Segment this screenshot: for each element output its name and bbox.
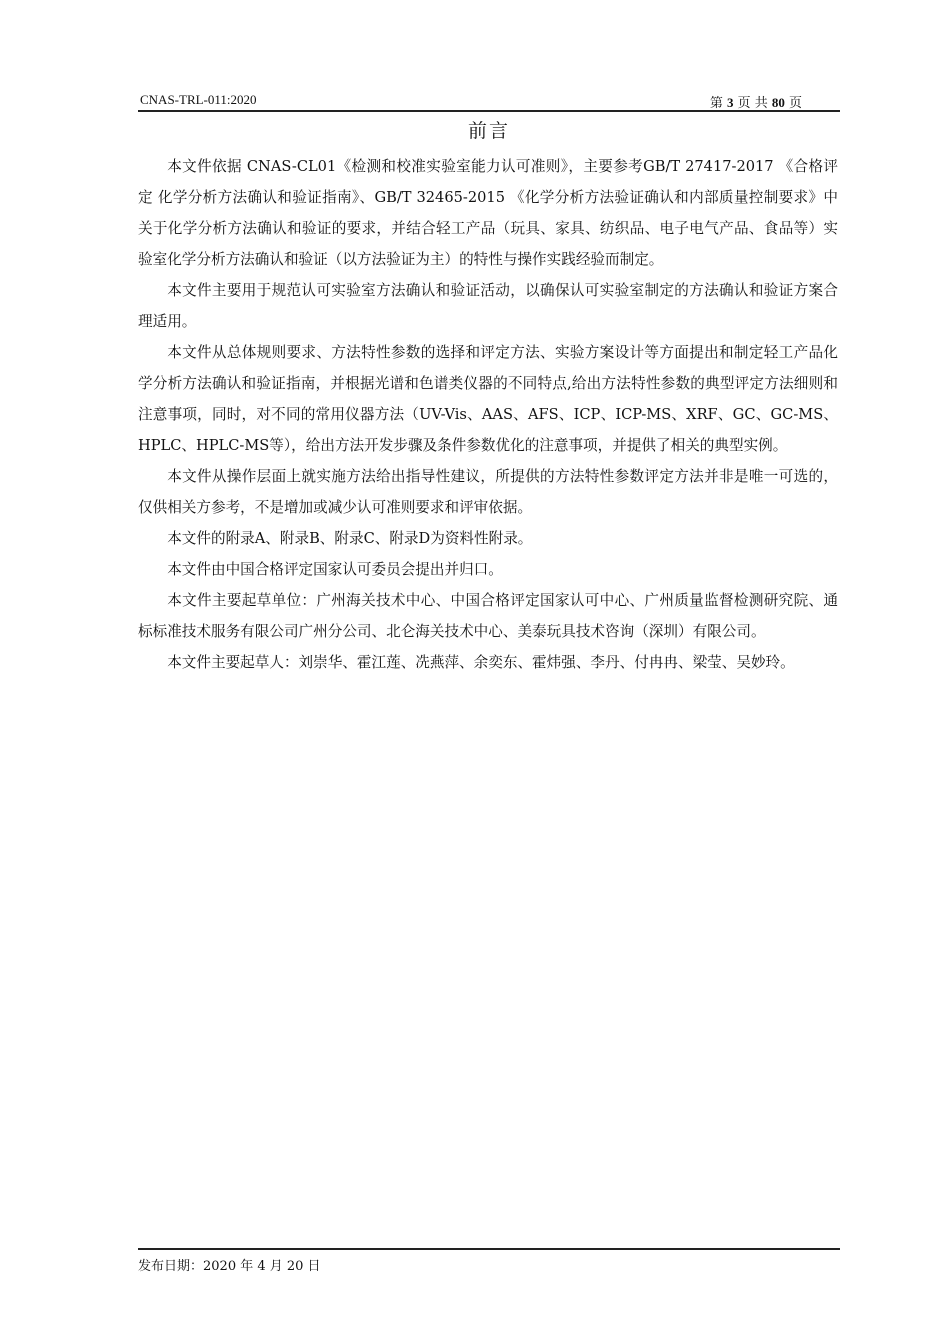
document-code: CNAS-TRL-011:2020 (140, 92, 257, 107)
paragraph-purpose: 本文件主要用于规范认可实验室方法确认和验证活动，以确保认可实验室制定的方法确认和验证方案合理适用。 (138, 282, 838, 330)
current-page-number: 3 (726, 95, 734, 110)
page-prefix: 第 (709, 96, 727, 111)
paragraph-scope: 本文件从总体规则要求、方法特性参数的选择和评定方法、实验方案设计等方面提出和制定轻工产品化学分析方法确认和验证指南，并根据光谱和色谱类仪器的不同特点,给出方法特性参数的典型评定方法细则和注意事项，同时，对不同的常用仪器方法（UV-Vis、AAS、AFS、ICP、ICP-MS、XRF、GC、GC-MS、HPLC、HPLC-MS等），给出方法开发步骤及条件参数优化的注意事项，并提供了相关的典型实例。 (138, 344, 838, 454)
release-date: 发布日期：2020 年 4 月 20 日 (138, 1259, 321, 1274)
paragraph-drafting-units: 本文件主要起草单位：广州海关技术中心、中国合格评定国家认可中心、广州质量监督检测研究院、通标标准技术服务有限公司广州分公司、北仑海关技术中心、美泰玩具技术咨询（深圳）有限公司。 (138, 592, 838, 640)
paragraph-basis: 本文件依据 CNAS-CL01《检测和校准实验室能力认可准则》，主要参考GB/T 27417-2017 《合格评定 化学分析方法确认和验证指南》、GB/T 32465-2015 《化学分析方法验证确认和内部质量控制要求》中关于化学分析方法确认和验证的要求，并结合轻工产品（玩具、家具、纺织品、电子电气产品、食品等）实验室化学分析方法确认和验证（以方法验证为主）的特性与操作实践经验而制定。 (138, 158, 838, 268)
paragraph-drafters: 本文件主要起草人：刘崇华、霍江莲、冼燕萍、余奕东、霍炜强、李丹、付冉冉、梁莹、吴妙玲。 (167, 654, 795, 671)
paragraph-proposer: 本文件由中国合格评定国家认可委员会提出并归口。 (167, 561, 503, 578)
page-header (138, 88, 840, 112)
page-suffix: 页 (784, 96, 802, 111)
page-number-indicator (710, 92, 802, 111)
paragraph-appendices: 本文件的附录A、附录B、附录C、附录D为资料性附录。 (167, 530, 533, 547)
page-middle: 页 共 (733, 96, 772, 111)
total-page-count: 80 (771, 95, 785, 110)
paragraph-guidance: 本文件从操作层面上就实施方法给出指导性建议，所提供的方法特性参数评定方法并非是唯一可选的，仅供相关方参考，不是增加或减少认可准则要求和评审依据。 (138, 468, 838, 516)
document-body (138, 151, 838, 678)
section-title: 前言 (467, 120, 510, 142)
page-footer (138, 1248, 840, 1274)
